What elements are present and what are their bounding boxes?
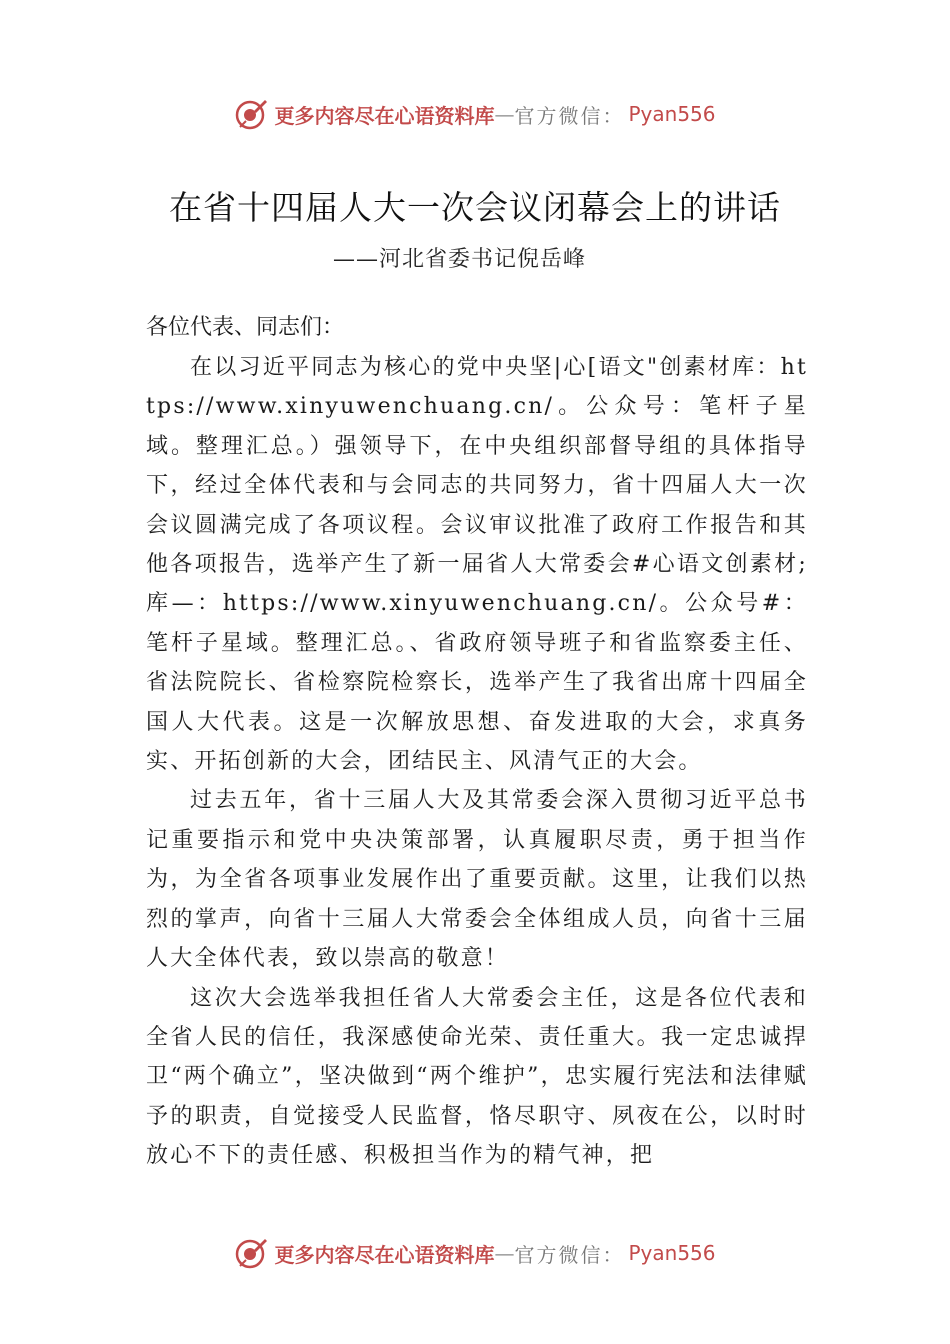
watermark-label: 官方微信： bbox=[514, 1242, 625, 1267]
quill-logo-icon bbox=[234, 97, 268, 131]
watermark-separator: — bbox=[494, 1241, 515, 1265]
watermark-brand: 更多内容尽在心语资料库 bbox=[274, 1242, 495, 1267]
watermark-label: 官方微信： bbox=[514, 103, 625, 128]
paragraph: 这次大会选举我担任省人大常委会主任，这是各位代表和全省人民的信任，我深感使命光荣、责任重大。我一定忠诚捍卫“两个确立”，坚决做到“两个维护”，忠实履行宪法和法律赋予的职责，自觉接受人民监督，恪尽职守、夙夜在公，以时时放心不下的责任感、积极担当作为的精气神，把 bbox=[146, 985, 808, 1169]
watermark-header bbox=[0, 94, 950, 134]
document-title: 在省十四届人大一次会议闭幕会上的讲话 bbox=[169, 188, 781, 227]
watermark-brand: 更多内容尽在心语资料库 bbox=[274, 103, 495, 128]
salutation: 各位代表、同志们： bbox=[146, 315, 345, 340]
watermark-wechat-id: Pyan556 bbox=[628, 1241, 716, 1265]
watermark-footer bbox=[0, 1233, 950, 1273]
paragraph: 在以习近平同志为核心的党中央坚|心[语文"创素材库：https://www.xinyuwenchuang.cn/。公众号：笔杆子星域。整理汇总。）强领导下，在中央组织部督导组的具体指导下，经过全体代表和与会同志的共同努力，省十四届人大一次会议圆满完成了各项议程。会议审议批准了政府工作报告和其他各项报告，选举产生了新一届省人大常委会#心语文创素材;库—：https://www.xinyuwenchuang.cn/。公众号#：笔杆子星域。整理汇总。、省政府领导班子和省监察委主任、省法院院长、省检察院检察长，选举产生了我省出席十四届全国人大代表。这是一次解放思想、奋发进取的大会，求真务实、开拓创新的大会，团结民主、风清气正的大会。 bbox=[146, 355, 808, 775]
document-body bbox=[146, 308, 808, 1176]
watermark-separator: — bbox=[494, 102, 515, 126]
watermark-wechat-id: Pyan556 bbox=[628, 102, 716, 126]
document-subtitle: ——河北省委书记倪岳峰 bbox=[333, 247, 587, 272]
paragraph: 过去五年，省十三届人大及其常委会深入贯彻习近平总书记重要指示和党中央决策部署，认真履职尽责，勇于担当作为，为全省各项事业发展作出了重要贡献。这里，让我们以热烈的掌声，向省十三届人大常委会全体组成人员，向省十三届人大全体代表，致以崇高的敬意！ bbox=[146, 788, 808, 972]
quill-logo-icon bbox=[234, 1236, 268, 1270]
